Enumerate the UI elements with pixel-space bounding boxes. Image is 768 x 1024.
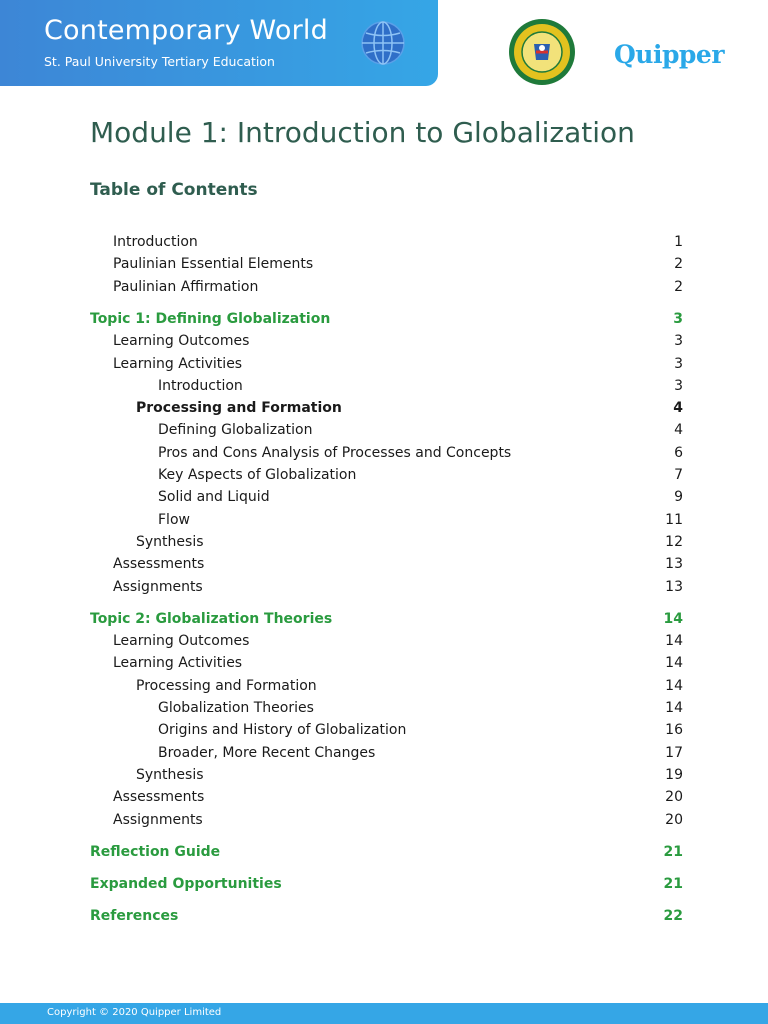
toc-entry[interactable] <box>90 874 683 894</box>
toc-entry-page: 11 <box>665 511 683 528</box>
toc-entry-page: 1 <box>674 234 683 250</box>
toc-entry-label: Pros and Cons Analysis of Processes and Concepts <box>158 444 512 461</box>
toc-entry-label: Assessments <box>113 789 205 806</box>
toc-entry-label: Learning Activities <box>113 355 243 372</box>
toc-entry-label: Synthesis <box>136 533 204 550</box>
toc-entry-label: Expanded Opportunities <box>90 876 282 893</box>
toc-entry[interactable] <box>136 398 683 418</box>
toc-entry-label: Learning Outcomes <box>113 333 250 350</box>
toc-entry-page: 16 <box>665 722 683 739</box>
toc-entry-label: Learning Outcomes <box>113 633 250 650</box>
toc-entry-page: 19 <box>665 766 683 783</box>
toc-entry[interactable] <box>113 277 683 297</box>
toc-entry[interactable] <box>113 631 683 651</box>
toc-entry[interactable] <box>90 309 683 329</box>
toc-entry-label: Broader, More Recent Changes <box>158 744 376 761</box>
toc-entry[interactable] <box>113 810 683 830</box>
toc-entry-page: 14 <box>665 655 683 672</box>
toc-entry-page: 3 <box>674 377 683 394</box>
module-title: Module 1: Introduction to Globalization <box>90 116 635 149</box>
toc-entry-page: 4 <box>673 400 683 417</box>
toc-entry-label: References <box>90 908 179 925</box>
toc-entry[interactable] <box>158 443 683 463</box>
toc-entry-label: Key Aspects of Globalization <box>158 467 357 483</box>
toc-entry[interactable] <box>158 487 683 507</box>
toc-entry-label: Learning Activities <box>113 655 243 672</box>
toc-entry-label: Paulinian Essential Elements <box>113 256 314 273</box>
toc-entry-page: 4 <box>674 422 683 439</box>
toc-entry[interactable] <box>90 906 683 926</box>
toc-entry-label: Origins and History of Globalization <box>158 722 407 739</box>
copyright-text: Copyright © 2020 Quipper Limited <box>47 1007 222 1018</box>
toc-entry-label: Assignments <box>113 578 203 595</box>
toc-entry[interactable] <box>158 720 683 740</box>
toc-entry-page: 14 <box>665 633 683 650</box>
toc-entry[interactable] <box>113 554 683 574</box>
toc-entry-label: Assessments <box>113 556 205 573</box>
toc-entry-page: 14 <box>665 700 683 716</box>
toc-entry[interactable] <box>158 510 683 530</box>
toc-entry-page: 14 <box>663 610 683 627</box>
toc-entry[interactable] <box>113 254 683 274</box>
toc-entry[interactable] <box>158 743 683 763</box>
toc-entry-page: 2 <box>674 278 683 295</box>
toc-entry[interactable] <box>158 698 683 718</box>
footer-bar <box>0 1003 768 1024</box>
toc-entry[interactable] <box>158 420 683 440</box>
toc-entry[interactable] <box>158 465 683 485</box>
toc-entry-label: Introduction <box>113 234 198 250</box>
toc-entry-label: Topic 2: Globalization Theories <box>90 610 333 627</box>
toc-entry-page: 21 <box>663 876 683 893</box>
toc-entry[interactable] <box>113 577 683 597</box>
toc-entry-label: Defining Globalization <box>158 422 313 439</box>
toc-entry-label: Paulinian Affirmation <box>113 278 259 295</box>
toc-entry[interactable] <box>90 609 683 629</box>
toc-entry-label: Processing and Formation <box>136 677 317 694</box>
toc-entry[interactable] <box>113 653 683 673</box>
toc-entry-label: Topic 1: Defining Globalization <box>90 310 331 327</box>
toc-entry[interactable] <box>136 532 683 552</box>
toc-entry-page: 3 <box>673 310 683 327</box>
toc-entry-label: Assignments <box>113 811 203 828</box>
toc-entry-label: Processing and Formation <box>136 400 342 417</box>
toc-entry-page: 21 <box>663 843 683 860</box>
toc-entry[interactable] <box>113 354 683 374</box>
toc-entry-page: 6 <box>674 444 683 461</box>
toc-entry[interactable] <box>113 232 683 252</box>
course-title: Contemporary World <box>44 15 328 46</box>
toc-entry[interactable] <box>136 676 683 696</box>
toc-entry-page: 13 <box>665 556 683 573</box>
toc-entry-page: 2 <box>674 256 683 273</box>
toc-entry[interactable] <box>158 376 683 396</box>
toc-entry-label: Reflection Guide <box>90 843 221 860</box>
toc-entry-page: 7 <box>674 467 683 483</box>
toc-entry[interactable] <box>113 787 683 807</box>
toc-entry-page: 3 <box>674 355 683 372</box>
toc-entry-label: Introduction <box>158 377 243 394</box>
toc-entry-page: 22 <box>663 908 683 925</box>
toc-entry-page: 17 <box>665 744 683 761</box>
course-subtitle: St. Paul University Tertiary Education <box>44 54 275 69</box>
toc-entry[interactable] <box>90 842 683 862</box>
brand-logo: Quipper <box>614 40 724 69</box>
toc-entry-page: 13 <box>665 578 683 595</box>
toc-entry-page: 3 <box>674 333 683 350</box>
toc-entry-page: 14 <box>665 677 683 694</box>
toc-entry-label: Flow <box>158 511 190 528</box>
toc-entry-label: Synthesis <box>136 766 204 783</box>
toc-entry-label: Globalization Theories <box>158 700 314 716</box>
toc-entry-page: 12 <box>665 533 683 550</box>
toc-entry-page: 20 <box>665 789 683 806</box>
toc-entry[interactable] <box>136 765 683 785</box>
toc-entry[interactable] <box>113 331 683 351</box>
toc-entry-page: 9 <box>674 489 683 506</box>
toc-entry-page: 20 <box>665 811 683 828</box>
toc-entry-label: Solid and Liquid <box>158 489 270 506</box>
toc-title: Table of Contents <box>90 180 258 200</box>
